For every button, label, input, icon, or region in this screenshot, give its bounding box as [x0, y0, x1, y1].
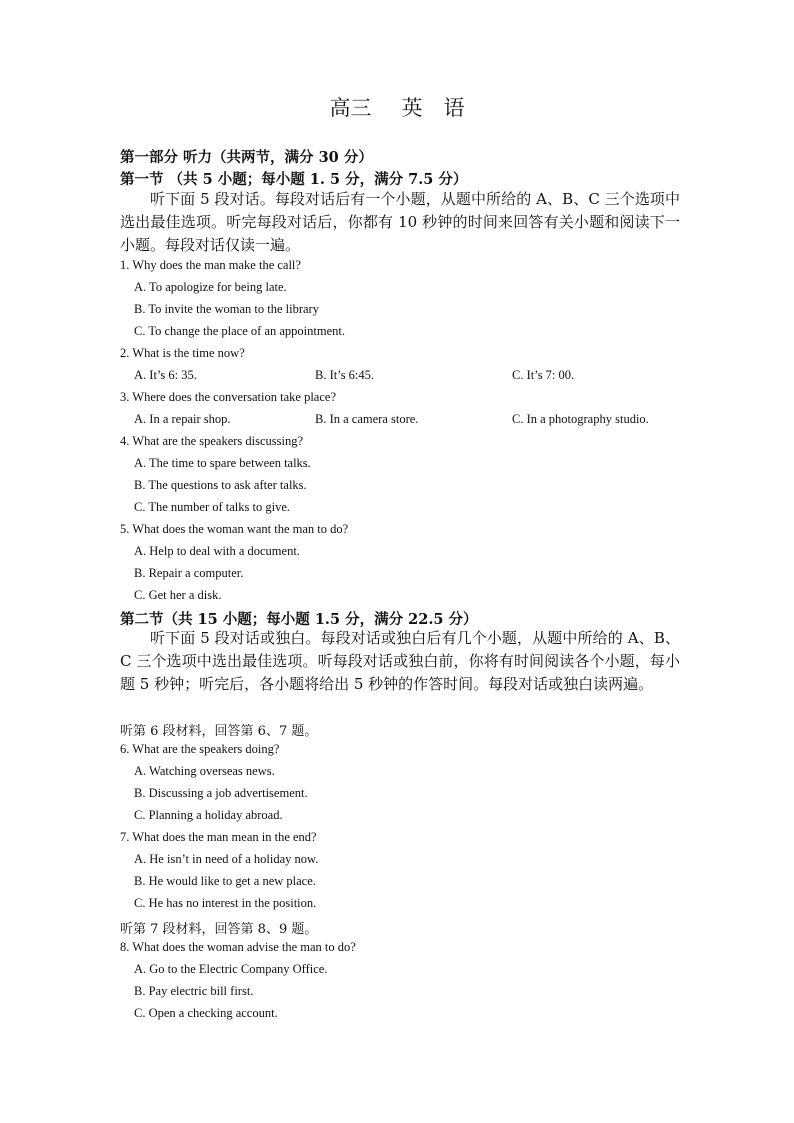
question-3-option-c: C. In a photography studio.	[512, 412, 649, 426]
question-8-option-c: C. Open a checking account.	[134, 1006, 278, 1020]
question-5-option-b: B. Repair a computer.	[134, 566, 244, 580]
question-3-option-a: A. In a repair shop.	[134, 412, 231, 426]
question-4-option-a: A. The time to spare between talks.	[134, 456, 311, 470]
title-grade: 高三	[329, 96, 372, 120]
question-1-stem: 1. Why does the man make the call?	[120, 258, 301, 272]
material-6-instruction: 听第 6 段材料，回答第 6、7 题。	[120, 724, 318, 739]
material-7-instruction: 听第 7 段材料，回答第 8、9 题。	[120, 922, 318, 937]
question-3-option-b: B. In a camera store.	[315, 412, 419, 426]
question-6-option-b: B. Discussing a job advertisement.	[134, 786, 308, 800]
question-3-stem: 3. Where does the conversation take place?	[120, 390, 336, 404]
section1-instructions: 听下面 5 段对话。每段对话后有一个小题，从题中所给的 A、B、C 三个选项中选出最佳选项。听完每段对话后，你都有 10 秒钟的时间来回答有关小题和阅读下一小题。每段对话仅读一遍。	[120, 190, 680, 254]
section2-instructions: 听下面 5 段对话或独白。每段对话或独白后有几个小题，从题中所给的 A、B、C 三个选项中选出最佳选项。听每段对话或独白前，你将有时间阅读各个小题，每小题 5 秒钟；听完后，各小题将给出 5 秒钟的作答时间。每段对话或独白读两遍。	[120, 629, 680, 693]
question-8-stem: 8. What does the woman advise the man to do?	[120, 940, 356, 954]
question-4-option-b: B. The questions to ask after talks.	[134, 478, 307, 492]
question-1-option-b: B. To invite the woman to the library	[134, 302, 319, 316]
section2-heading: 第二节（共 15 小题；每小题 1.5 分，满分 22.5 分）	[120, 611, 478, 628]
question-8-option-a: A. Go to the Electric Company Office.	[134, 962, 328, 976]
question-2-option-a: A. It’s 6: 35.	[134, 368, 197, 382]
question-4-stem: 4. What are the speakers discussing?	[120, 434, 304, 448]
question-7-option-c: C. He has no interest in the position.	[134, 896, 317, 910]
part1-heading: 第一部分 听力（共两节，满分 30 分）	[120, 149, 373, 166]
question-7-stem: 7. What does the man mean in the end?	[120, 830, 317, 844]
title-subject: 英 语	[401, 96, 465, 120]
question-5-stem: 5. What does the woman want the man to do?	[120, 522, 349, 536]
question-7-option-b: B. He would like to get a new place.	[134, 874, 316, 888]
page-title	[0, 92, 794, 122]
question-7-option-a: A. He isn’t in need of a holiday now.	[134, 852, 319, 866]
question-6-option-c: C. Planning a holiday abroad.	[134, 808, 283, 822]
question-6-stem: 6. What are the speakers doing?	[120, 742, 280, 756]
question-2-stem: 2. What is the time now?	[120, 346, 245, 360]
question-4-option-c: C. The number of talks to give.	[134, 500, 290, 514]
question-6-option-a: A. Watching overseas news.	[134, 764, 275, 778]
question-1-option-a: A. To apologize for being late.	[134, 280, 287, 294]
question-1-option-c: C. To change the place of an appointment.	[134, 324, 345, 338]
question-2-option-c: C. It’s 7: 00.	[512, 368, 575, 382]
question-8-option-b: B. Pay electric bill first.	[134, 984, 254, 998]
question-5-option-c: C. Get her a disk.	[134, 588, 222, 602]
question-2-option-b: B. It’s 6:45.	[315, 368, 375, 382]
section1-heading: 第一节 （共 5 小题；每小题 1. 5 分，满分 7.5 分）	[120, 171, 468, 188]
question-5-option-a: A. Help to deal with a document.	[134, 544, 300, 558]
